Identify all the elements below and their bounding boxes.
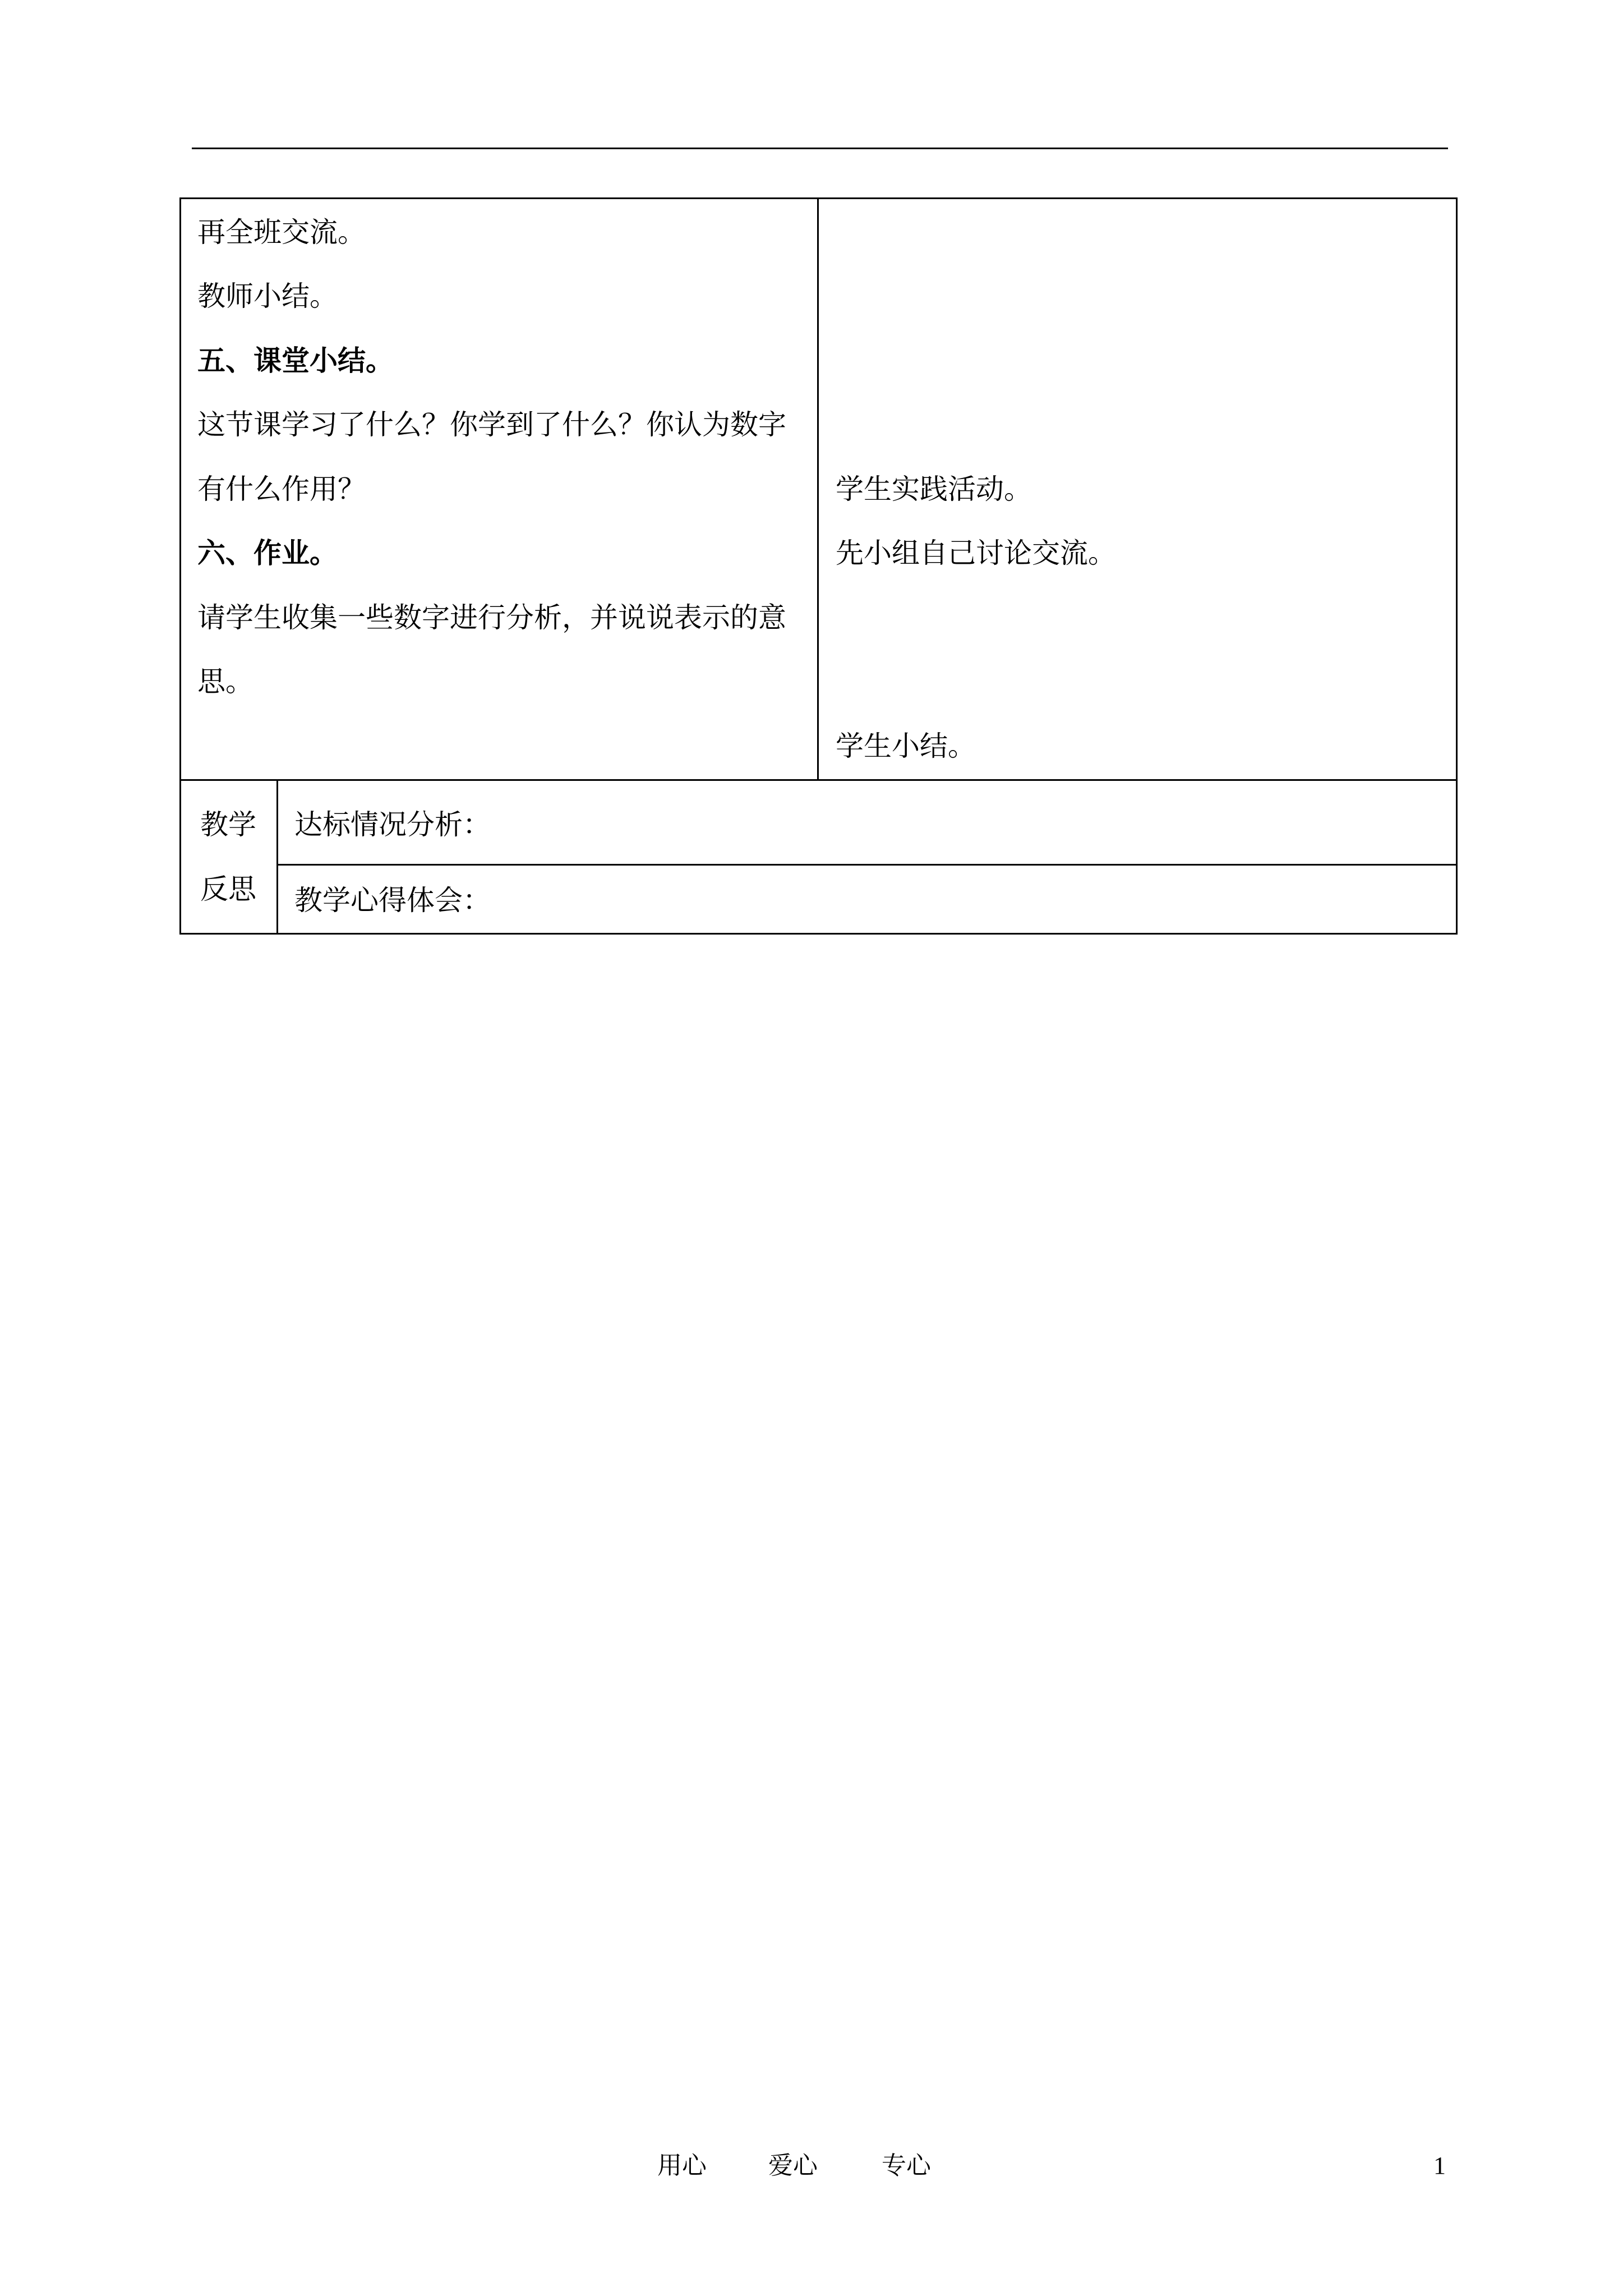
teacher-line: 思。 — [197, 665, 253, 698]
header-rule — [192, 148, 1448, 149]
footer-motto-3: 专心 — [882, 2151, 931, 2180]
footer-motto-1: 用心 — [657, 2151, 707, 2180]
teacher-line: 有什么作用？ — [197, 473, 366, 505]
page-number: 1 — [1433, 2152, 1446, 2179]
student-line: 学生实践活动。 — [836, 473, 1032, 505]
section-heading-summary: 五、课堂小结。 — [197, 344, 394, 377]
reflection-label-cell — [179, 779, 278, 935]
teacher-line: 再全班交流。 — [197, 216, 366, 249]
reflection-label-line2: 反思 — [200, 873, 256, 905]
student-line: 学生小结。 — [836, 730, 976, 762]
attainment-analysis-label: 达标情况分析： — [294, 808, 491, 841]
student-line: 先小组自己讨论交流。 — [836, 537, 1116, 569]
teaching-insights-label: 教学心得体会： — [294, 884, 491, 917]
teacher-line: 这节课学习了什么？你学到了什么？你认为数字 — [197, 408, 786, 441]
teacher-line: 请学生收集一些数字进行分析，并说说表示的意 — [197, 601, 786, 634]
teacher-line: 教师小结。 — [197, 280, 338, 312]
reflection-label-line1: 教学 — [200, 808, 256, 841]
section-heading-homework: 六、作业。 — [197, 537, 338, 569]
footer-motto-2: 爱心 — [768, 2151, 818, 2180]
